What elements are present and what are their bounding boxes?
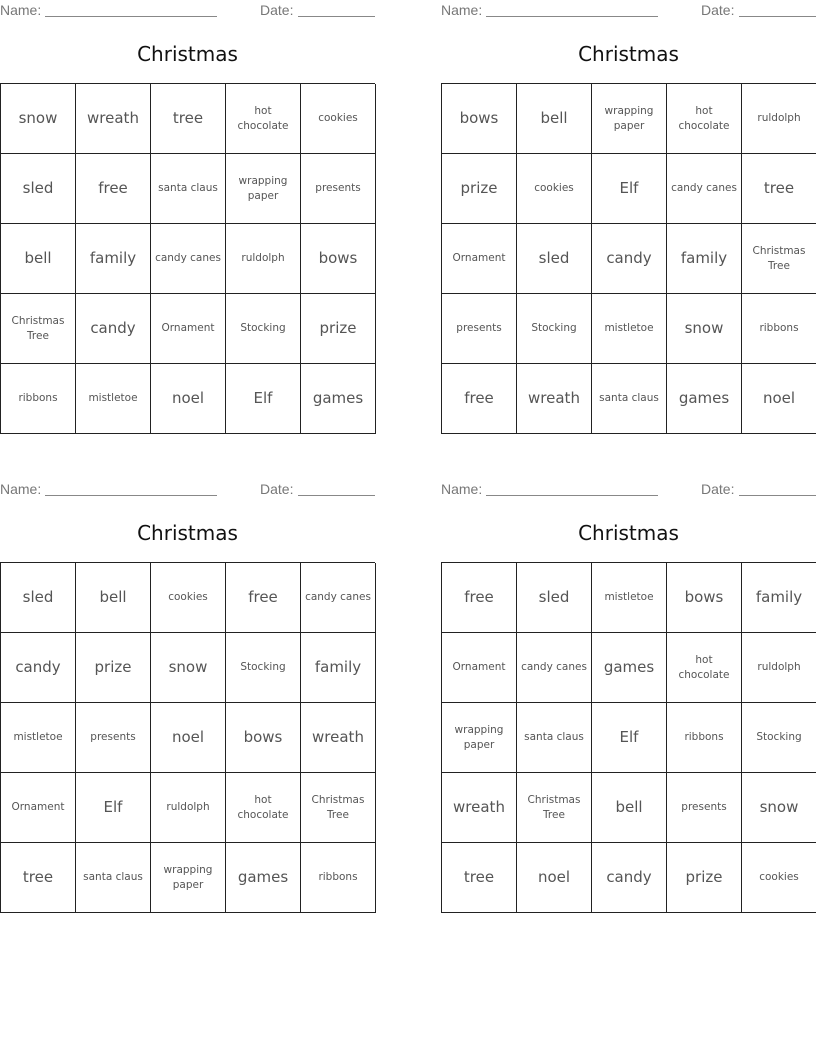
date-label: Date: [260,481,294,497]
bingo-cell: wreath [442,773,517,843]
bingo-cell: bows [301,224,376,294]
bingo-cell: bell [592,773,667,843]
bingo-cell: wrapping paper [592,84,667,154]
bingo-cell: ribbons [667,703,742,773]
bingo-cell: ribbons [742,294,816,364]
bingo-cell: Elf [592,703,667,773]
bingo-cell: bell [517,84,592,154]
bingo-cell: ribbons [301,843,376,913]
bingo-cell: mistletoe [592,294,667,364]
bingo-cell: candy [76,294,151,364]
name-field[interactable] [45,495,217,496]
bingo-cell: ruldolph [742,84,816,154]
bingo-cell: tree [151,84,226,154]
bingo-cell: wreath [76,84,151,154]
date-label: Date: [260,2,294,18]
bingo-cell: wreath [301,703,376,773]
bingo-cell: Ornament [442,633,517,703]
bingo-cell: bell [1,224,76,294]
bingo-cell: Elf [226,364,301,434]
name-label: Name: [0,481,42,497]
bingo-cell: santa claus [76,843,151,913]
bingo-cell: presents [76,703,151,773]
bingo-cell: noel [151,703,226,773]
bingo-cell: santa claus [151,154,226,224]
header-line [441,0,816,20]
bingo-cell: Stocking [226,294,301,364]
bingo-cell: ruldolph [742,633,816,703]
bingo-cell: cookies [301,84,376,154]
header-line [0,479,375,499]
bingo-cell: wrapping paper [442,703,517,773]
bingo-cell: candy canes [517,633,592,703]
bingo-cell: Christmas Tree [517,773,592,843]
bingo-cell: games [667,364,742,434]
bingo-cell: Christmas Tree [301,773,376,843]
name-field[interactable] [45,16,217,17]
date-field[interactable] [739,495,816,496]
card-title: Christmas [137,521,238,545]
bingo-cell: ruldolph [226,224,301,294]
bingo-cell: free [442,563,517,633]
bingo-cell: cookies [742,843,816,913]
bingo-cell: noel [517,843,592,913]
bingo-cell: family [301,633,376,703]
bingo-cell: sled [517,224,592,294]
bingo-grid [0,562,375,913]
date-field[interactable] [298,495,375,496]
bingo-cell: hot chocolate [667,84,742,154]
bingo-cell: noel [151,364,226,434]
bingo-cell: prize [301,294,376,364]
bingo-cell: sled [1,154,76,224]
bingo-cell: noel [742,364,816,434]
bingo-grid [0,83,375,434]
name-field[interactable] [486,495,658,496]
date-field[interactable] [298,16,375,17]
bingo-cell: ribbons [1,364,76,434]
bingo-cell: santa claus [592,364,667,434]
bingo-cell: tree [442,843,517,913]
bingo-cell: games [301,364,376,434]
bingo-cell: Stocking [517,294,592,364]
date-label: Date: [701,481,735,497]
bingo-grid [441,83,816,434]
bingo-cell: candy [592,224,667,294]
bingo-cell: prize [76,633,151,703]
bingo-grid [441,562,816,913]
bingo-cell: snow [1,84,76,154]
name-label: Name: [441,2,483,18]
bingo-cell: cookies [151,563,226,633]
bingo-cell: Stocking [226,633,301,703]
bingo-cell: Christmas Tree [742,224,816,294]
bingo-cell: hot chocolate [226,84,301,154]
bingo-cell: free [226,563,301,633]
bingo-cell: family [742,563,816,633]
bingo-cell: games [592,633,667,703]
bingo-cell: bows [667,563,742,633]
bingo-cell: mistletoe [592,563,667,633]
bingo-cell: tree [1,843,76,913]
bingo-cell: Ornament [151,294,226,364]
bingo-cell: sled [1,563,76,633]
bingo-cell: hot chocolate [667,633,742,703]
bingo-cell: Ornament [442,224,517,294]
bingo-cell: mistletoe [76,364,151,434]
bingo-cell: candy [592,843,667,913]
bingo-cell: snow [151,633,226,703]
bingo-cell: snow [742,773,816,843]
bingo-cell: free [442,364,517,434]
bingo-cell: games [226,843,301,913]
bingo-cell: tree [742,154,816,224]
bingo-cell: wrapping paper [151,843,226,913]
bingo-cell: Elf [76,773,151,843]
bingo-cell: mistletoe [1,703,76,773]
bingo-cell: candy canes [301,563,376,633]
date-label: Date: [701,2,735,18]
card-title: Christmas [137,42,238,66]
bingo-cell: presents [667,773,742,843]
bingo-cell: candy [1,633,76,703]
bingo-cell: family [667,224,742,294]
bingo-cell: snow [667,294,742,364]
bingo-cell: ruldolph [151,773,226,843]
bingo-cell: free [76,154,151,224]
bingo-cell: sled [517,563,592,633]
bingo-cell: candy canes [151,224,226,294]
card-title: Christmas [578,42,679,66]
bingo-cell: cookies [517,154,592,224]
bingo-cell: Ornament [1,773,76,843]
bingo-cell: candy canes [667,154,742,224]
bingo-cell: bows [442,84,517,154]
card-title: Christmas [578,521,679,545]
bingo-cell: wrapping paper [226,154,301,224]
bingo-cell: bell [76,563,151,633]
header-line [0,0,375,20]
bingo-cell: wreath [517,364,592,434]
name-label: Name: [441,481,483,497]
bingo-cell: Stocking [742,703,816,773]
bingo-cell: prize [442,154,517,224]
header-line [441,479,816,499]
bingo-cell: presents [301,154,376,224]
bingo-cell: family [76,224,151,294]
bingo-cell: prize [667,843,742,913]
bingo-cell: Christmas Tree [1,294,76,364]
name-field[interactable] [486,16,658,17]
bingo-cell: presents [442,294,517,364]
bingo-cell: santa claus [517,703,592,773]
date-field[interactable] [739,16,816,17]
bingo-cell: Elf [592,154,667,224]
bingo-cell: bows [226,703,301,773]
name-label: Name: [0,2,42,18]
bingo-cell: hot chocolate [226,773,301,843]
